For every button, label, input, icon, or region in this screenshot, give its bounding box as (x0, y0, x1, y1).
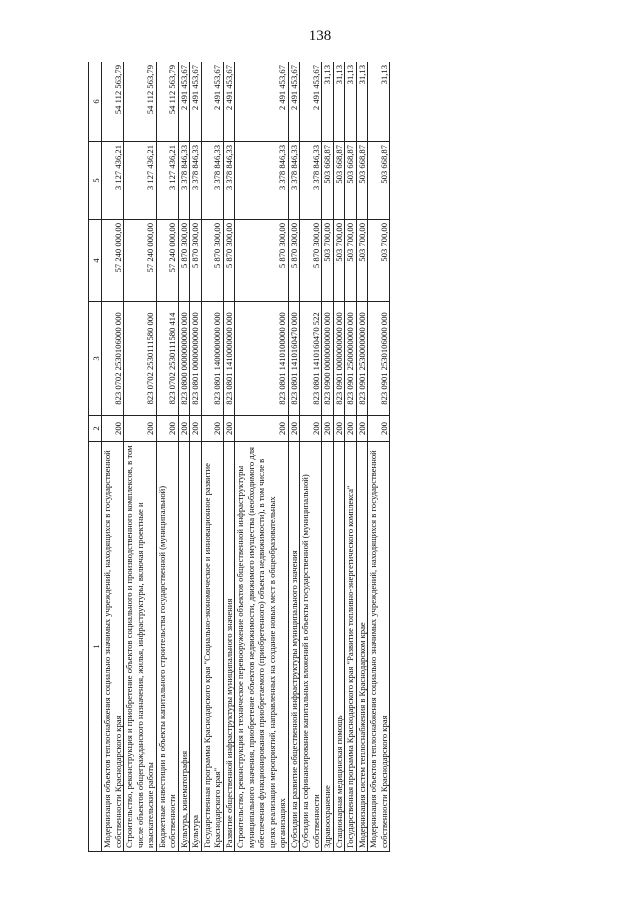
row-col5: 3 127 436,21 (156, 142, 178, 220)
row-col6: 2 491 453,67 (201, 62, 223, 142)
row-name: Модернизация систем теплоснабжения в Краснодарском крае (356, 442, 368, 852)
table-row (333, 62, 345, 852)
row-col2: 200 (235, 416, 289, 442)
row-col2: 200 (201, 416, 223, 442)
row-col4: 503 700,00 (322, 220, 334, 302)
table-row (288, 62, 300, 852)
row-col2: 200 (178, 416, 190, 442)
row-code: 823 0702 2530111580 000 (124, 302, 157, 416)
row-code: 823 0900 0000000000 000 (322, 302, 334, 416)
header-cell: 4 (89, 220, 102, 302)
table-row (190, 62, 202, 852)
row-col6: 31,13 (322, 62, 334, 142)
row-col6: 54 112 563,79 (102, 62, 124, 142)
header-cell: 3 (89, 302, 102, 416)
row-col6: 54 112 563,79 (124, 62, 157, 142)
rotated-table-wrapper (88, 62, 508, 852)
row-col5: 3 378 846,33 (235, 142, 289, 220)
row-col2: 200 (322, 416, 334, 442)
header-cell: 6 (89, 62, 102, 142)
row-code: 823 0801 1410100000 000 (235, 302, 289, 416)
table-row (300, 62, 322, 852)
rotated-table-frame (88, 62, 508, 852)
table-row (368, 62, 390, 852)
row-col6: 2 491 453,67 (288, 62, 300, 142)
table-row (235, 62, 289, 852)
row-col5: 3 378 846,33 (300, 142, 322, 220)
table-row (345, 62, 357, 852)
row-col4: 5 870 300,00 (201, 220, 223, 302)
row-code: 823 0901 2500000000 000 (345, 302, 357, 416)
table-row (102, 62, 124, 852)
row-col4: 5 870 300,00 (223, 220, 235, 302)
row-col2: 200 (356, 416, 368, 442)
row-code: 823 0901 0000000000 000 (333, 302, 345, 416)
row-col4: 57 240 000,00 (124, 220, 157, 302)
row-name: Строительство, реконструкция и приобретение объектов социального и производственного комплексов, в том числе объектов общегражданского назначения, жилья, инфраструктуры, включая проектные и изыскательские работы (124, 442, 157, 852)
row-code: 823 0801 0000000000 000 (190, 302, 202, 416)
row-col2: 200 (156, 416, 178, 442)
row-name: Развитие общественной инфраструктуры муниципального значения (223, 442, 235, 852)
row-col6: 2 491 453,67 (178, 62, 190, 142)
row-code: 823 0702 2530111580 414 (156, 302, 178, 416)
row-col6: 2 491 453,67 (235, 62, 289, 142)
row-col6: 31,13 (356, 62, 368, 142)
page-number: 138 (308, 28, 332, 44)
row-col5: 503 668,87 (322, 142, 334, 220)
row-name: Субсидии на развитие общественной инфраструктуры муниципального значения (288, 442, 300, 852)
row-name: Субсидии на софинансирование капитальных вложений в объекты государственной (муниципальной) собственности (300, 442, 322, 852)
row-col6: 54 112 563,79 (156, 62, 178, 142)
row-col2: 200 (368, 416, 390, 442)
row-col2: 200 (300, 416, 322, 442)
row-name: Культура (190, 442, 202, 852)
row-col2: 200 (288, 416, 300, 442)
row-col5: 3 127 436,21 (102, 142, 124, 220)
row-col4: 503 700,00 (345, 220, 357, 302)
row-code: 823 0801 1410160470 000 (288, 302, 300, 416)
row-col4: 57 240 000,00 (102, 220, 124, 302)
row-name: Культура, кинематография (178, 442, 190, 852)
table-row (322, 62, 334, 852)
row-col2: 200 (190, 416, 202, 442)
row-col6: 2 491 453,67 (300, 62, 322, 142)
row-col4: 5 870 300,00 (235, 220, 289, 302)
table-row (356, 62, 368, 852)
budget-table (88, 62, 390, 852)
row-col5: 503 668,87 (368, 142, 390, 220)
row-name: Здравоохранение (322, 442, 334, 852)
row-col5: 3 378 846,33 (201, 142, 223, 220)
row-col4: 503 700,00 (333, 220, 345, 302)
table-row (201, 62, 223, 852)
row-code: 823 0801 1410160470 522 (300, 302, 322, 416)
row-col5: 503 668,87 (333, 142, 345, 220)
row-col5: 3 378 846,33 (190, 142, 202, 220)
header-cell: 1 (89, 442, 102, 852)
row-code: 823 0702 2530106000 000 (102, 302, 124, 416)
row-col5: 503 668,87 (356, 142, 368, 220)
row-name: Строительство, реконструкция и техническое перевооружение объектов общественной инфраструктуры муниципального значения, приобретение объектов недвижимости, движимого имущества (необходимого для обеспечения функционирования приобретаемого (приобретенного) объекта недвижимости), в том числе в целях реализации мероприятий, направленных на создание новых мест в общеобразовательных организациях (235, 442, 289, 852)
row-col6: 2 491 453,67 (190, 62, 202, 142)
header-cell: 5 (89, 142, 102, 220)
header-cell: 2 (89, 416, 102, 442)
row-name: Модернизация объектов теплоснабжения социально значимых учреждений, находящихся в государственной собственности Краснодарского края (102, 442, 124, 852)
table-row (156, 62, 178, 852)
row-col6: 31,13 (368, 62, 390, 142)
row-col6: 31,13 (333, 62, 345, 142)
row-col5: 503 668,87 (345, 142, 357, 220)
row-col6: 31,13 (345, 62, 357, 142)
table-row (223, 62, 235, 852)
row-col2: 200 (124, 416, 157, 442)
row-col4: 57 240 000,00 (156, 220, 178, 302)
row-name: Бюджетные инвестиции в объекты капитального строительства государственной (муниципальной) собственности (156, 442, 178, 852)
row-col4: 5 870 300,00 (300, 220, 322, 302)
row-col2: 200 (223, 416, 235, 442)
row-code: 823 0901 2530000000 000 (356, 302, 368, 416)
row-col5: 3 378 846,33 (178, 142, 190, 220)
row-col4: 5 870 300,00 (190, 220, 202, 302)
row-col5: 3 127 436,21 (124, 142, 157, 220)
row-name: Государственная программа Краснодарского края "Развитие топливно-энергетического комплекса" (345, 442, 357, 852)
table-header-row (89, 62, 102, 852)
row-col4: 5 870 300,00 (288, 220, 300, 302)
row-col4: 503 700,00 (368, 220, 390, 302)
row-col5: 3 378 846,33 (223, 142, 235, 220)
row-name: Стационарная медицинская помощь (333, 442, 345, 852)
row-col2: 200 (333, 416, 345, 442)
table-row (178, 62, 190, 852)
row-col4: 5 870 300,00 (178, 220, 190, 302)
row-name: Государственная программа Краснодарского края "Социально-экономическое и инновационное развитие Краснодарского края" (201, 442, 223, 852)
row-col6: 2 491 453,67 (223, 62, 235, 142)
row-col2: 200 (345, 416, 357, 442)
row-code: 823 0901 2530106000 000 (368, 302, 390, 416)
row-col4: 503 700,00 (356, 220, 368, 302)
row-col5: 3 378 846,33 (288, 142, 300, 220)
table-row (124, 62, 157, 852)
row-name: Модернизация объектов теплоснабжения социально значимых учреждений, находящихся в государственной собственности Краснодарского края (368, 442, 390, 852)
row-col2: 200 (102, 416, 124, 442)
row-code: 823 0801 1410000000 000 (223, 302, 235, 416)
row-code: 823 0800 0000000000 000 (178, 302, 190, 416)
row-code: 823 0801 1400000000 000 (201, 302, 223, 416)
